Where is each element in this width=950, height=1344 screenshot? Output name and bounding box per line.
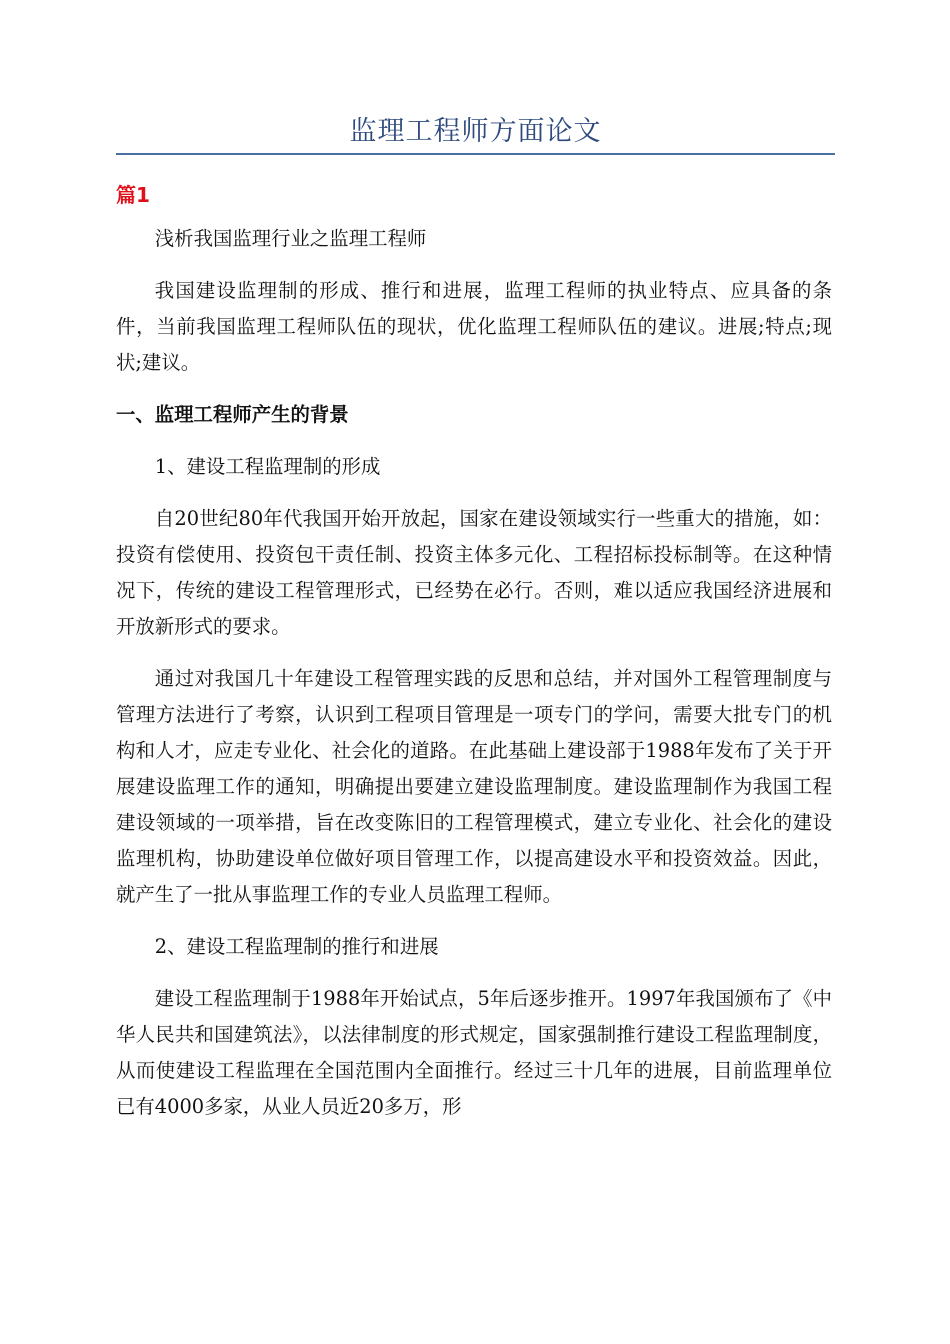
subsection-heading-1: 1、建设工程监理制的形成	[154, 455, 381, 478]
document-title: 监理工程师方面论文	[349, 116, 602, 147]
section-heading-1: 一、监理工程师产生的背景	[116, 403, 349, 426]
section-mark: 篇1	[116, 183, 150, 207]
article-subtitle: 浅析我国监理行业之监理工程师	[154, 227, 427, 250]
subsection-heading-2: 2、建设工程监理制的推行和进展	[154, 935, 439, 958]
title-underline	[116, 153, 835, 155]
document-body	[116, 221, 832, 1125]
body-paragraph-3: 建设工程监理制于1988年开始试点，5年后逐步推开。1997年我国颁布了《中华人民共和国建筑法》，以法律制度的形式规定，国家强制推行建设工程监理制度，从而使建设工程监理在全国范围内全面推行。经过三十几年的进展，目前监理单位已有4000多家，从业人员近20多万，形	[116, 987, 832, 1118]
body-paragraph-2: 通过对我国几十年建设工程管理实践的反思和总结，并对国外工程管理制度与管理方法进行了考察，认识到工程项目管理是一项专门的学问，需要大批专门的机构和人才，应走专业化、社会化的道路。在此基础上建设部于1988年发布了关于开展建设监理工作的通知，明确提出要建立建设监理制度。建设监理制作为我国工程建设领域的一项举措，旨在改变陈旧的工程管理模式，建立专业化、社会化的建设监理机构，协助建设单位做好项目管理工作，以提高建设水平和投资效益。因此，就产生了一批从事监理工作的专业人员监理工程师。	[116, 667, 832, 906]
body-paragraph-1: 自20世纪80年代我国开始开放起，国家在建设领域实行一些重大的措施，如：投资有偿使用、投资包干责任制、投资主体多元化、工程招标投标制等。在这种情况下，传统的建设工程管理形式，已经势在必行。否则，难以适应我国经济进展和开放新形式的要求。	[116, 507, 832, 638]
abstract-paragraph: 我国建设监理制的形成、推行和进展，监理工程师的执业特点、应具备的条件，当前我国监理工程师队伍的现状，优化监理工程师队伍的建议。进展;特点;现状;建议。	[116, 279, 832, 374]
